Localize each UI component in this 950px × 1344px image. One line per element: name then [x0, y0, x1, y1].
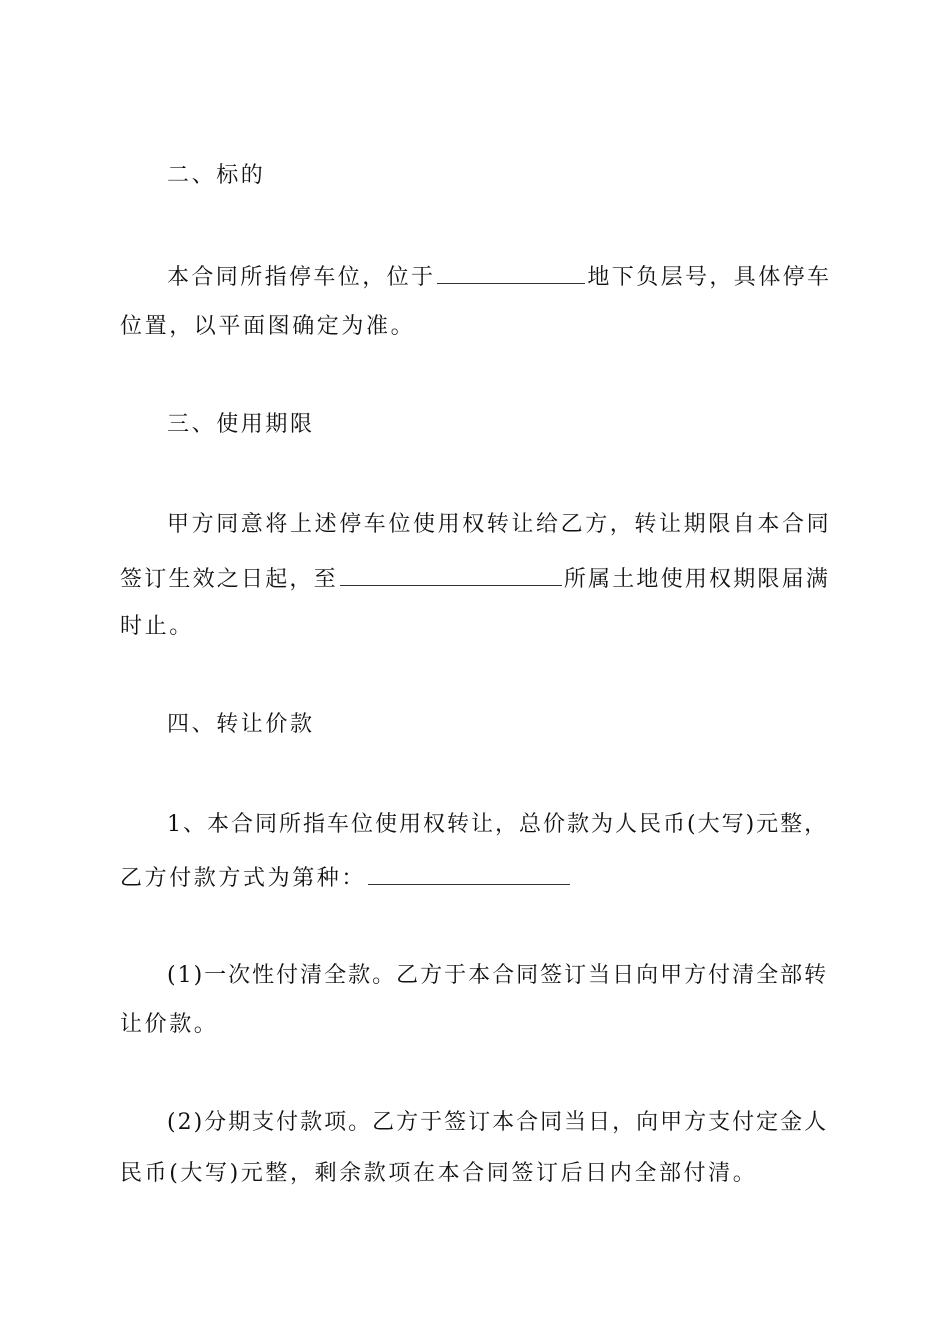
- section-heading-price: 四、转让价款: [167, 712, 315, 737]
- subject-text-after-blank: 地下负层号，具体停车: [587, 265, 832, 290]
- section-heading-term: 三、使用期限: [167, 412, 315, 437]
- payment-option-2-line-2: 民币(大写)元整，剩余款项在本合同签订后日内全部付清。: [120, 1161, 758, 1186]
- term-paragraph-line-2: [120, 563, 832, 595]
- term-paragraph-line-1: 甲方同意将上述停车位使用权转让给乙方，转让期限自本合同: [167, 512, 832, 537]
- section-heading-subject: 二、标的: [167, 163, 266, 188]
- subject-paragraph-line-1: [167, 261, 832, 293]
- term-date-blank: [340, 563, 562, 586]
- term-paragraph-line-3: 时止。: [120, 614, 194, 639]
- payment-method-text: 乙方付款方式为第种：: [120, 866, 367, 891]
- payment-option-2-line-1: (2)分期支付款项。乙方于签订本合同当日，向甲方支付定金人: [167, 1110, 829, 1135]
- subject-text-before-blank: 本合同所指停车位，位于: [167, 265, 436, 290]
- term-text-after-blank: 所属土地使用权期限届满: [563, 567, 831, 592]
- term-text-before-blank: 签订生效之日起，至: [120, 567, 338, 592]
- payment-option-1-line-1: (1)一次性付清全款。乙方于本合同签订当日向甲方付清全部转: [167, 963, 829, 988]
- payment-method-blank: [368, 862, 570, 885]
- location-blank: [437, 261, 585, 284]
- price-item-1-line-1: 1、本合同所指车位使用权转让，总价款为人民币(大写)元整，: [167, 812, 829, 837]
- payment-option-1-line-2: 让价款。: [120, 1012, 219, 1037]
- price-item-1-line-2: [120, 862, 832, 894]
- subject-paragraph-line-2: 位置，以平面图确定为准。: [120, 314, 416, 339]
